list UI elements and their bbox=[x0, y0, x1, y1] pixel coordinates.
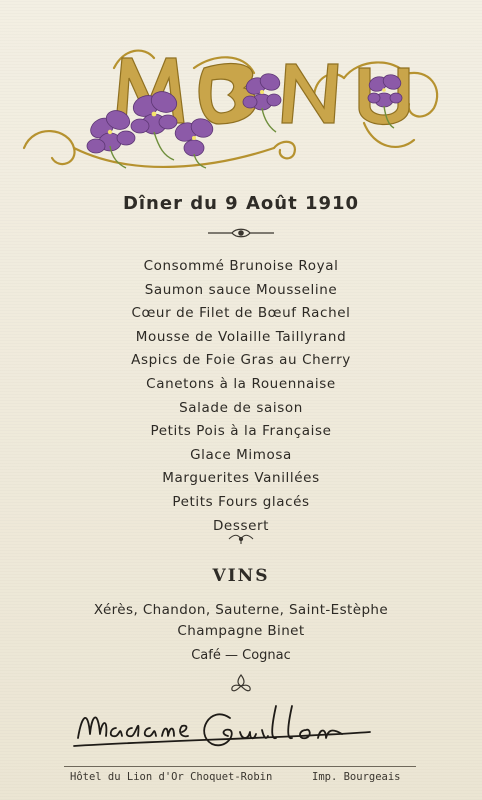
menu-item: Marguerites Vanillées bbox=[162, 470, 320, 487]
menu-item: Glace Mimosa bbox=[190, 446, 292, 463]
dinner-title: Dîner du 9 Août 1910 bbox=[122, 193, 360, 214]
footer-venue: Hôtel du Lion d'Or Choquet-Robin bbox=[70, 771, 273, 783]
footer-rule bbox=[64, 766, 416, 767]
handwritten-signature bbox=[70, 694, 410, 764]
fleuron-icon bbox=[227, 672, 255, 694]
footer-printer: Imp. Bourgeais bbox=[312, 771, 401, 783]
menu-item: Dessert bbox=[212, 517, 270, 534]
menu-item: Cœur de Filet de Bœuf Rachel bbox=[131, 305, 351, 322]
small-ornament-icon bbox=[226, 533, 256, 545]
coffee-line: Café — Cognac bbox=[191, 648, 291, 663]
menu-item: Consommé Brunoise Royal bbox=[143, 258, 339, 274]
menu-list bbox=[0, 255, 482, 538]
menu-item: Salade de saison bbox=[179, 399, 303, 416]
divider-ornament-icon bbox=[206, 226, 276, 240]
wines-title: VINS bbox=[212, 566, 270, 586]
menu-item: Petits Fours glacés bbox=[172, 493, 310, 510]
menu-item: Canetons à la Rouennaise bbox=[146, 375, 336, 392]
wines-list: Xérès, Chandon, Sauterne, Saint-Estèphe bbox=[93, 602, 389, 618]
menu-item: Mousse de Volaille Taillyrand bbox=[135, 328, 347, 345]
menu-item: Saumon sauce Mousseline bbox=[144, 281, 338, 298]
menu-item: Aspics de Foie Gras au Cherry bbox=[131, 352, 351, 369]
menu-item: Petits Pois à la Française bbox=[150, 423, 332, 440]
champagne-line: Champagne Binet bbox=[177, 623, 305, 639]
menu-header-illustration bbox=[14, 28, 468, 178]
